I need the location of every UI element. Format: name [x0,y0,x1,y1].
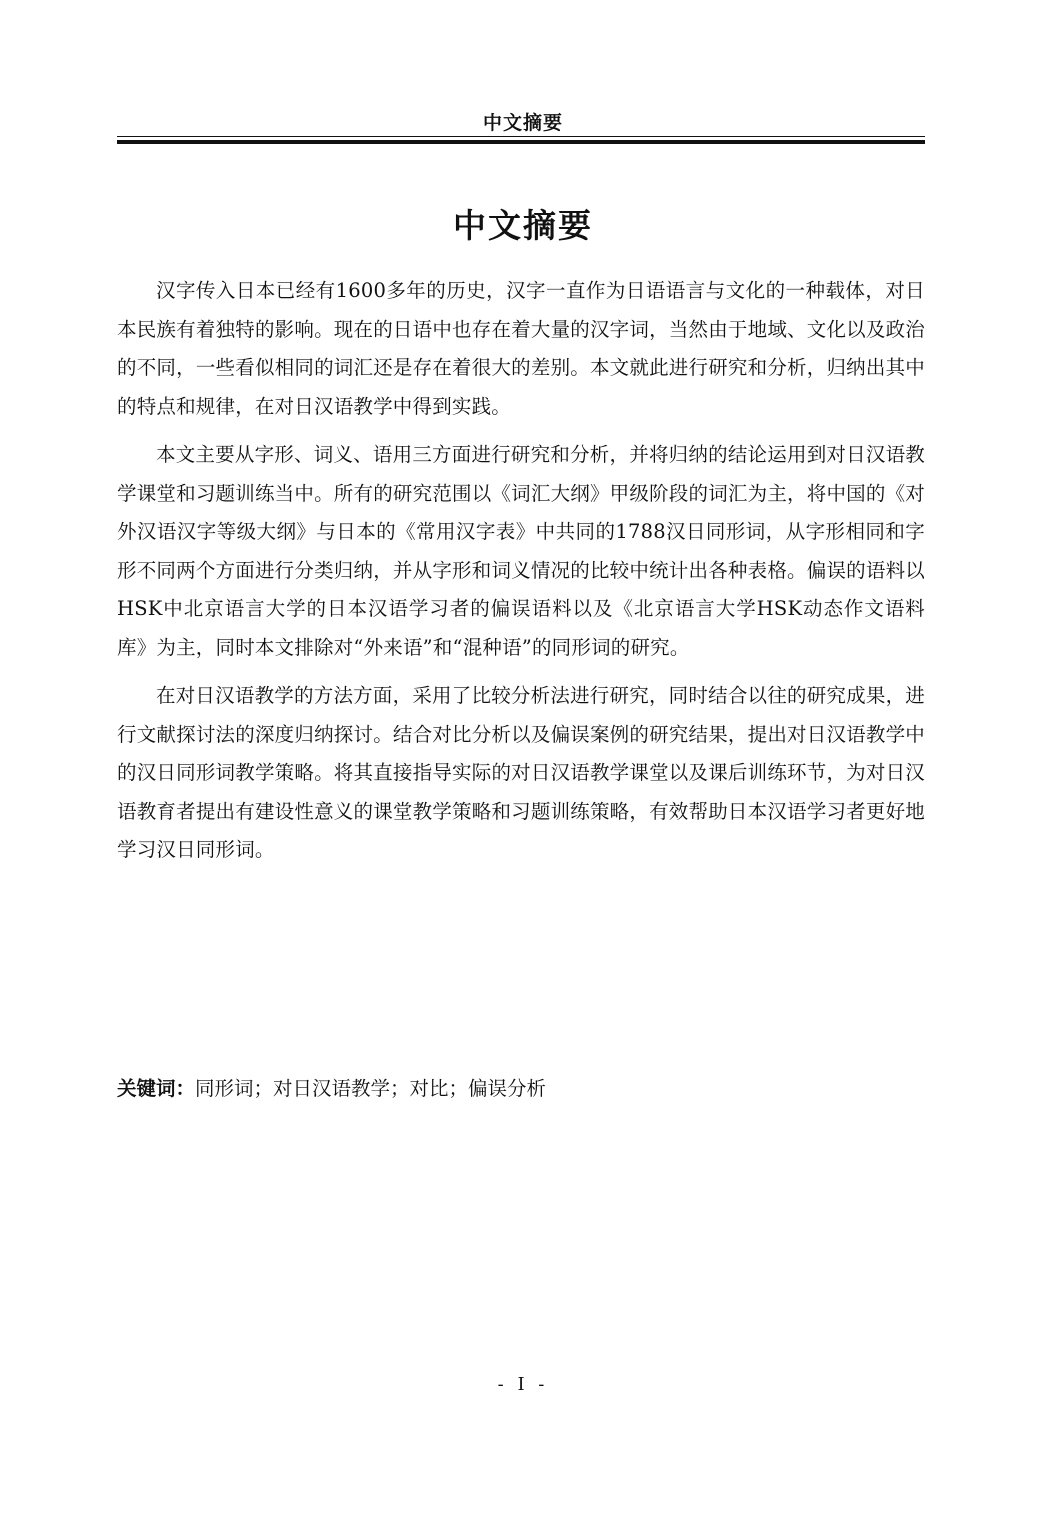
keywords-line [117,1070,925,1108]
keywords-label: 关键词： [117,1077,196,1100]
header-rule-thin [117,136,925,137]
abstract-body [117,272,925,880]
page-number: - I - [497,1374,549,1395]
abstract-paragraph-1: 汉字传入日本已经有1600多年的历史，汉字一直作为日语语言与文化的一种载体，对日本民族有着独特的影响。现在的日语中也存在着大量的汉字词，当然由于地域、文化以及政治的不同，一些看似相同的词汇还是存在着很大的差别。本文就此进行研究和分析，归纳出其中的特点和规律，在对日汉语教学中得到实践。 [117,279,925,418]
keywords-items: 同形词；对日汉语教学；对比；偏误分析 [195,1077,547,1100]
abstract-paragraph-3: 在对日汉语教学的方法方面，采用了比较分析法进行研究，同时结合以往的研究成果，进行文献探讨法的深度归纳探讨。结合对比分析以及偏误案例的研究结果，提出对日汉语教学中的汉日同形词教学策略。将其直接指导实际的对日汉语教学课堂以及课后训练环节，为对日汉语教育者提出有建设性意义的课堂教学策略和习题训练策略，有效帮助日本汉语学习者更好地学习汉日同形词。 [117,684,925,861]
running-header: 中文摘要 [482,112,563,134]
page-title: 中文摘要 [453,206,593,245]
abstract-paragraph-2: 本文主要从字形、词义、语用三方面进行研究和分析，并将归纳的结论运用到对日汉语教学课堂和习题训练当中。所有的研究范围以《词汇大纲》甲级阶段的词汇为主，将中国的《对外汉语汉字等级大纲》与日本的《常用汉字表》中共同的1788汉日同形词，从字形相同和字形不同两个方面进行分类归纳，并从字形和词义情况的比较中统计出各种表格。偏误的语料以HSK中北京语言大学的日本汉语学习者的偏误语料以及《北京语言大学HSK动态作文语料库》为主，同时本文排除对“外来语”和“混种语”的同形词的研究。 [117,443,925,659]
header-rule-thick [117,140,925,144]
